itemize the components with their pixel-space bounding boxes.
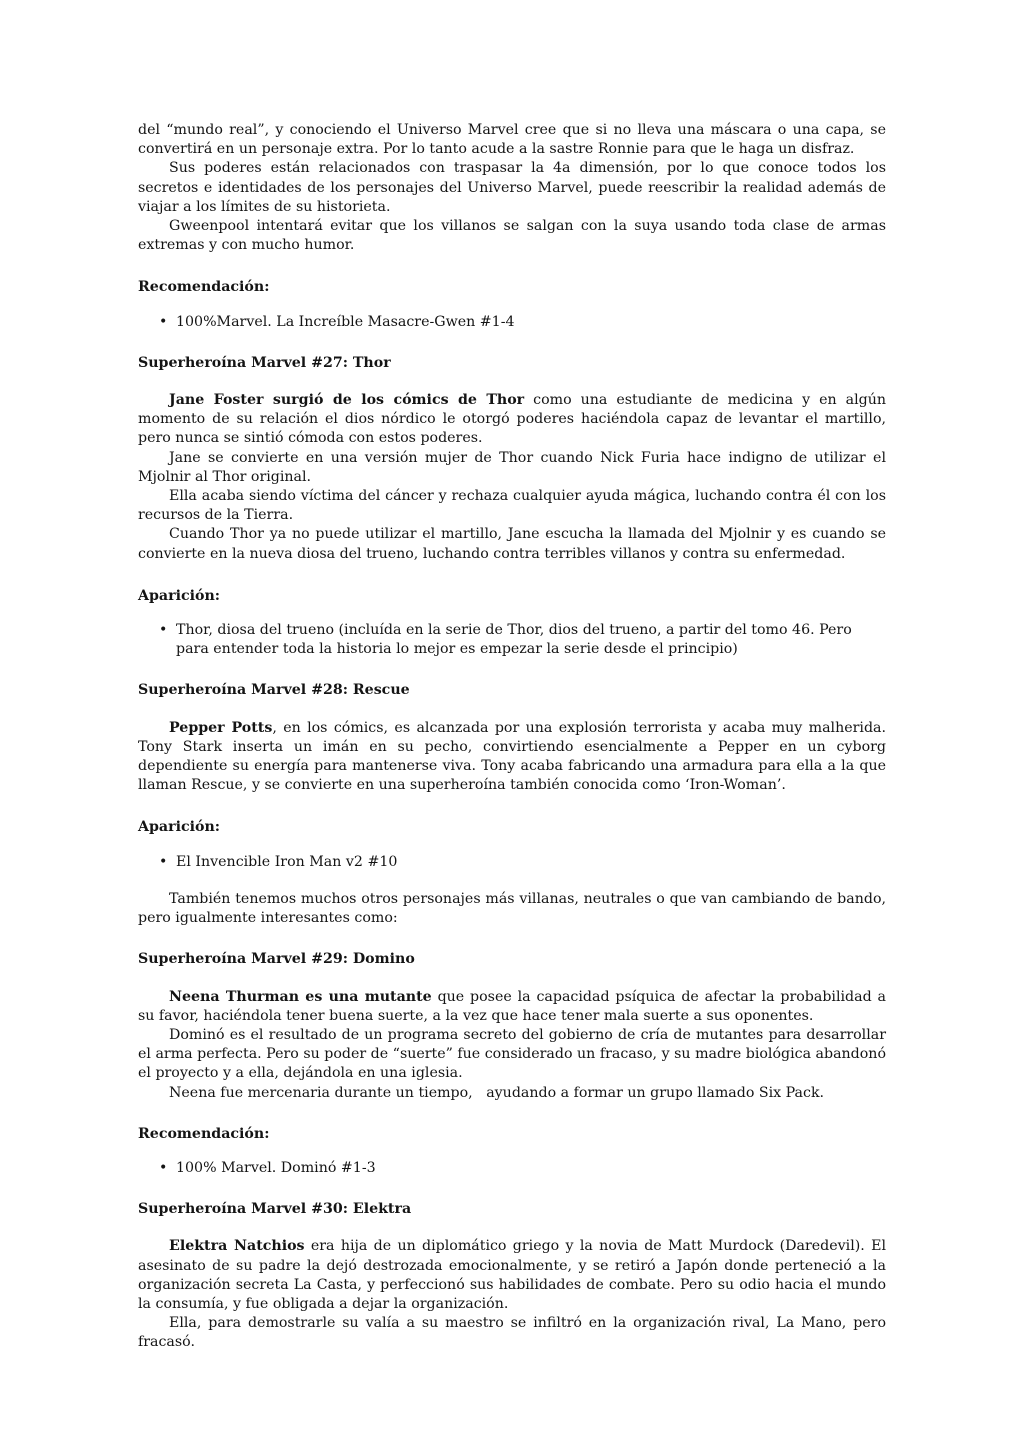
elektra-paragraph-2: Ella, para demostrarle su valía a su maestro se infiltró en la organización rival, La Mano, pero fracasó. bbox=[138, 1315, 886, 1351]
list-item bbox=[159, 621, 886, 659]
domino-paragraph-3: Neena fue mercenaria durante un tiempo, ayudando a formar un grupo llamado Six Pack. bbox=[169, 1084, 825, 1101]
recommendation-heading-1: Recomendación: bbox=[138, 279, 270, 296]
list-item-text: Thor, diosa del trueno (incluída en la serie de Thor, dios del trueno, a partir del tomo 46. Pero para entender toda la historia lo mejor es empezar la serie desde el principio) bbox=[176, 622, 852, 658]
bullet-icon: • bbox=[159, 853, 168, 870]
intro-paragraph-1: del “mundo real”, y conociendo el Universo Marvel cree que si no lleva una máscara o una capa, se convertirá en un personaje extra. Por lo tanto acude a la sastre Ronnie para que le haga un disfraz. bbox=[138, 122, 886, 158]
appearance-heading-thor: Aparición: bbox=[138, 587, 221, 604]
transition-paragraph: También tenemos muchos otros personajes más villanas, neutrales o que van cambiando de bando, pero igualmente interesantes como: bbox=[138, 890, 886, 927]
list-item bbox=[159, 313, 886, 332]
document-page bbox=[138, 121, 886, 1353]
rescue-paragraph-1-text: , en los cómics, es alcanzada por una explosión terrorista y acaba muy malherida. Tony Stark inserta un imán en su pecho, convirtiendo esencialmente a Pepper en un cyborg dependiente su energía para mantenerse viva. Tony acaba fabricando una armadura para ella a la que llaman Rescue, y se convierte en una superheroína también conocida como ‘Iron-Woman’. bbox=[138, 719, 886, 794]
thor-paragraph-4: Cuando Thor ya no puede utilizar el martillo, Jane escucha la llamada del Mjolnir y es cuando se convierte en la nueva diosa del trueno, luchando contra terribles villanos y contra su enfermedad. bbox=[138, 526, 886, 562]
appearance-list-thor bbox=[138, 621, 886, 659]
section-heading-domino: Superheroína Marvel #29: Domino bbox=[138, 951, 415, 968]
section-heading-elektra: Superheroína Marvel #30: Elektra bbox=[138, 1201, 412, 1218]
section-heading-rescue: Superheroína Marvel #28: Rescue bbox=[138, 682, 410, 699]
list-item-text: 100% Marvel. Dominó #1-3 bbox=[176, 1159, 376, 1176]
list-item-text: 100%Marvel. La Increíble Masacre-Gwen #1-4 bbox=[176, 313, 515, 330]
elektra-bold-lead: Elektra Natchios bbox=[169, 1238, 305, 1255]
recommendation-list-1 bbox=[138, 313, 886, 332]
domino-bold-lead: Neena Thurman es una mutante bbox=[169, 988, 432, 1005]
rescue-bold-lead: Pepper Potts bbox=[169, 719, 273, 736]
intro-paragraph-2: Sus poderes están relacionados con traspasar la 4a dimensión, por lo que conoce todos los secretos e identidades de los personajes del Universo Marvel, puede reescribir la realidad además de viajar a los límites de su historieta. bbox=[138, 160, 886, 215]
bullet-icon: • bbox=[159, 1159, 168, 1176]
appearance-heading-rescue: Aparición: bbox=[138, 819, 221, 836]
thor-paragraph-2: Jane se convierte en una versión mujer de Thor cuando Nick Furia hace indigno de utilizar el Mjolnir al Thor original. bbox=[138, 449, 886, 485]
thor-paragraph-3: Ella acaba siendo víctima del cáncer y rechaza cualquier ayuda mágica, luchando contra él con los recursos de la Tierra. bbox=[138, 488, 886, 524]
elektra-paragraph-1-text: era hija de un diplomático griego y la novia de Matt Murdock (Daredevil). El asesinato de su padre la dejó destrozada emocionalmente, y se retiró a Japón donde perteneció a la organización secreta La Casta, y perfeccionó sus habilidades de combate. Pero su odio hacia el mundo la consumía, y fue obligada a dejar la organización. bbox=[138, 1238, 886, 1312]
list-item bbox=[159, 853, 886, 872]
domino-paragraph-1-text: que posee la capacidad psíquica de afectar la probabilidad a su favor, haciéndola tener buena suerte, a la vez que hace tener mala suerte a sus oponentes. bbox=[138, 988, 886, 1024]
rescue-paragraph-1 bbox=[138, 719, 886, 796]
elektra-paragraph-1 bbox=[138, 1237, 886, 1314]
list-item bbox=[159, 1159, 886, 1178]
bullet-icon: • bbox=[159, 622, 168, 639]
bullet-icon: • bbox=[159, 313, 168, 330]
appearance-list-rescue bbox=[138, 853, 886, 872]
recommendation-list-domino bbox=[138, 1159, 886, 1178]
thor-bold-lead: Jane Foster surgió de los cómics de Thor bbox=[169, 392, 525, 409]
thor-paragraph-1-text: como una estudiante de medicina y en algún momento de su relación el dios nórdico le otorgó poderes haciéndola capaz de levantar el martillo, pero nunca se sintió cómoda con estos poderes. bbox=[138, 392, 886, 447]
intro-paragraph-3: Gweenpool intentará evitar que los villanos se salgan con la suya usando toda clase de armas extremas y con mucho humor. bbox=[138, 218, 886, 254]
domino-paragraph-1 bbox=[138, 988, 886, 1026]
recommendation-heading-domino: Recomendación: bbox=[138, 1125, 270, 1142]
list-item-text: El Invencible Iron Man v2 #10 bbox=[176, 853, 398, 870]
domino-paragraph-2: Dominó es el resultado de un programa secreto del gobierno de cría de mutantes para desarrollar el arma perfecta. Pero su poder de “suerte” fue considerado un fracaso, y su madre biológica abandonó el proyecto y a ella, dejándola en una iglesia. bbox=[138, 1026, 886, 1082]
section-heading-thor: Superheroína Marvel #27: Thor bbox=[138, 354, 391, 371]
thor-paragraph-1 bbox=[138, 391, 886, 449]
